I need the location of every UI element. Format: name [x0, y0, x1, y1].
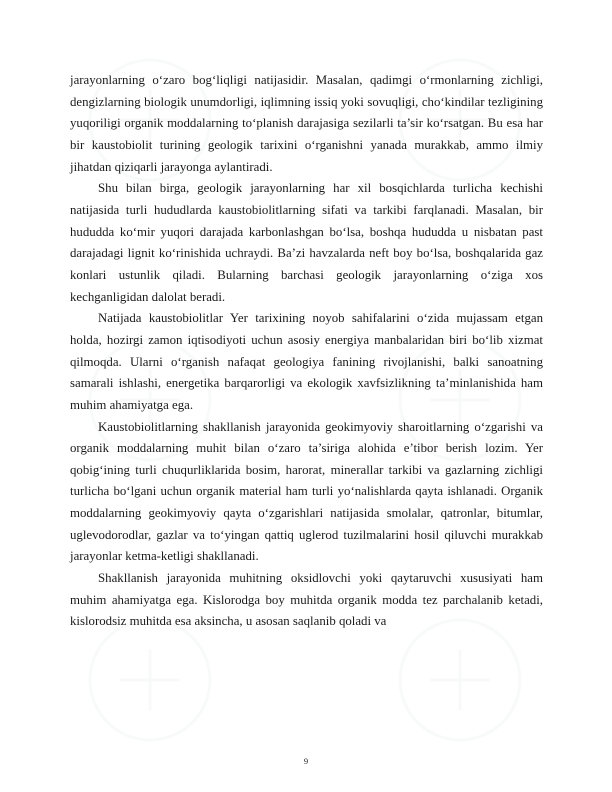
paragraph: Natijada kaustobiolitlar Yer tarixining noyob sahifalarini o‘zida mujassam etgan holda, hozirgi zamon iqtisodiyoti uchun asosiy energiya manbalaridan biri bo‘lib xizmat qilmoqda. Ularni o‘rganish nafaqat geologiya fanining rivojlanishi, balki sanoatning samarali ishlashi, energetika barqarorligi va ekologik xavfsizlikning ta’minlanishida ham muhim ahamiyatga ega. [70, 311, 543, 412]
paragraph: Shakllanish jarayonida muhitning oksidlovchi yoki qaytaruvchi xususiyati ham muhim ahamiyatga ega. Kislorodga boy muhitda organik modda tez parchalanib ketadi, kislorodsiz muhitda esa aksincha, u asosan saqlanib qoladi va [70, 571, 543, 629]
paragraph: Kaustobiolitlarning shakllanish jarayonida geokimyoviy sharoitlarning o‘zgarishi va organik moddalarning muhit bilan o‘zaro ta’siriga alohida e’tibor berish lozim. Yer qobig‘ining turli chuqurliklarida bosim, harorat, minerallar tarkibi va gazlarning zichligi turlicha bo‘lgani uchun organik material ham turli yo‘nalishlarda qayta ishlanadi. Organik moddalarning geokimyoviy qayta o‘zgarishlari natijasida smolalar, qatronlar, bitumlar, uglevodorodlar, gazlar va to‘yingan qattiq uglerod tuzilmalarini hosil qiluvchi murakkab jarayonlar ketma-ketligi shakllanadi. [70, 419, 543, 564]
body-text [70, 70, 543, 633]
paragraph: jarayonlarning o‘zaro bog‘liqligi natijasidir. Masalan, qadimgi o‘rmonlarning zichligi, dengizlarning biologik unumdorligi, iqlimning issiq yoki sovuqligi, cho‘kindilar tezligining yuqoriligi organik moddalarning to‘planish darajasiga sezilarli ta’sir ko‘rsatgan. Bu esa har bir kaustobiolit turining geologik tarixini o‘rganishni yanada murakkab, ammo ilmiy jihatdan qiziqarli jarayonga aylantiradi. [70, 73, 543, 174]
page-number: 9 [303, 756, 309, 766]
paragraph: Shu bilan birga, geologik jarayonlarning har xil bosqichlarda turlicha kechishi natijasida turli hududlarda kaustobiolitlarning sifati va tarkibi farqlanadi. Masalan, bir hududda ko‘mir yuqori darajada karbonlashgan bo‘lsa, boshqa hududda u nisbatan past darajadagi lignit ko‘rinishida uchraydi. Ba’zi havzalarda neft boy bo‘lsa, boshqalarida gaz konlari ustunlik qiladi. Bularning barchasi geologik jarayonlarning o‘ziga xos kechganligidan dalolat beradi. [70, 181, 543, 304]
